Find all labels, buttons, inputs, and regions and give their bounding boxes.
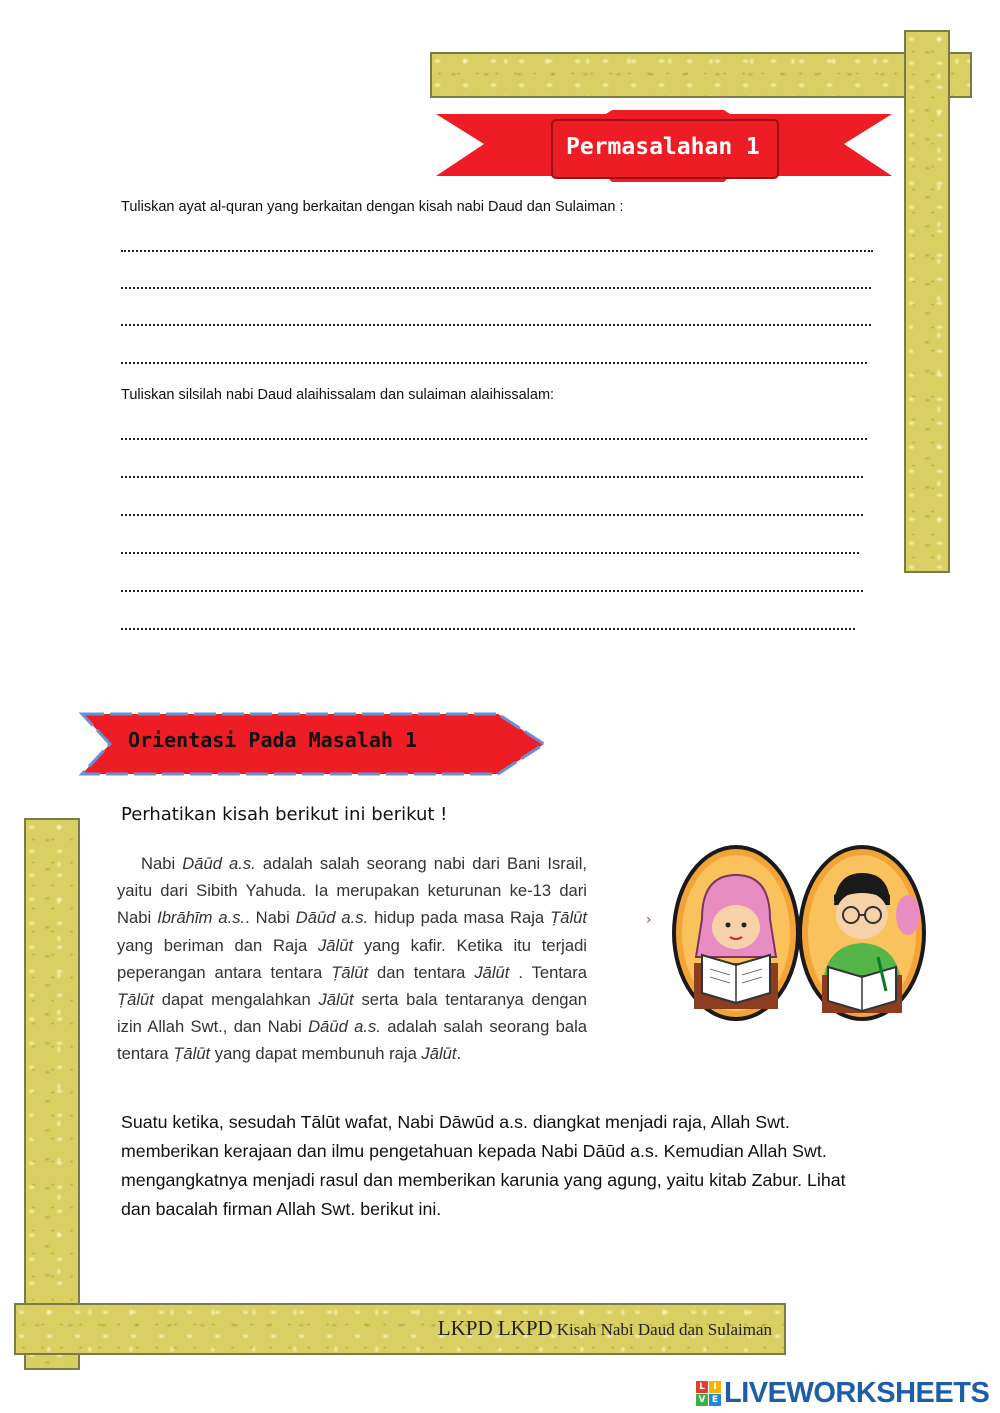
story-continuation: Suatu ketika, sesudah Tālūt wafat, Nabi Dāwūd a.s. diangkat menjadi raja, Allah Swt. memberikan kerajaan dan ilmu pengetahuan kepada Nabi Dāūd a.s. Kemudian Allah Swt. mengangkatnya menjadi rasul dan memberikan karunia yang agung, yaitu kitab Zabur. Lihat dan bacalah firman Allah Swt. berikut ini. xyxy=(121,1112,846,1219)
answer-line[interactable] xyxy=(121,287,871,289)
answer-line[interactable] xyxy=(121,628,855,630)
footer-lkpd: LKPD LKPD xyxy=(437,1316,553,1340)
liveworksheets-wordmark: LIVEWORKSHEETS xyxy=(724,1376,990,1409)
prompt-genealogy: Tuliskan silsilah nabi Daud alaihissalam dan sulaiman alaihissalam: xyxy=(121,387,555,403)
liveworksheets-logo-icon: L I V E xyxy=(696,1381,721,1406)
footer-title xyxy=(438,1316,772,1341)
left-frame-bar xyxy=(24,818,80,1370)
stray-mark: › xyxy=(646,912,652,928)
answer-line[interactable] xyxy=(121,590,863,592)
footer-subtitle: Kisah Nabi Daud dan Sulaiman xyxy=(556,1320,772,1339)
prompt-quran-verse: Tuliskan ayat al-quran yang berkaitan dengan kisah nabi Daud dan Sulaiman : xyxy=(121,199,624,215)
right-frame-bar xyxy=(904,30,950,573)
answer-line[interactable] xyxy=(121,514,863,516)
answer-line[interactable] xyxy=(121,324,871,326)
section1-title: Permasalahan 1 xyxy=(566,134,760,160)
students-reading-illustration xyxy=(672,845,932,1023)
story-instruction: Perhatikan kisah berikut ini berikut ! xyxy=(121,804,448,825)
story-text: Nabi Dāūd a.s. adalah salah seorang nabi dari Bani Israil, yaitu dari Sibith Yahuda. Ia merupakan keturunan ke-13 dari Nabi Ibrāhīm a.s.. Nabi Dāūd a.s. hidup pada masa Raja Ṭālūt yang beriman dan Raja Jālūt yang kafir. Ketika itu terjadi peperangan antara tentara Ṭālūt dan tentara Jālūt . Tentara Ṭālūt dapat mengalahkan Jālūt serta bala tentaranya dengan izin Allah Swt., dan Nabi Dāūd a.s. adalah salah seorang bala tentara Ṭālūt yang dapat membunuh raja Jālūt. xyxy=(117,854,587,1064)
answer-line[interactable] xyxy=(121,476,863,478)
answer-line[interactable] xyxy=(121,552,859,554)
answer-line[interactable] xyxy=(121,362,867,364)
answer-line[interactable] xyxy=(121,438,867,440)
top-frame-bar xyxy=(430,52,972,98)
liveworksheets-brand[interactable] xyxy=(696,1376,989,1410)
answer-line[interactable] xyxy=(121,250,873,252)
section2-title: Orientasi Pada Masalah 1 xyxy=(128,728,417,752)
